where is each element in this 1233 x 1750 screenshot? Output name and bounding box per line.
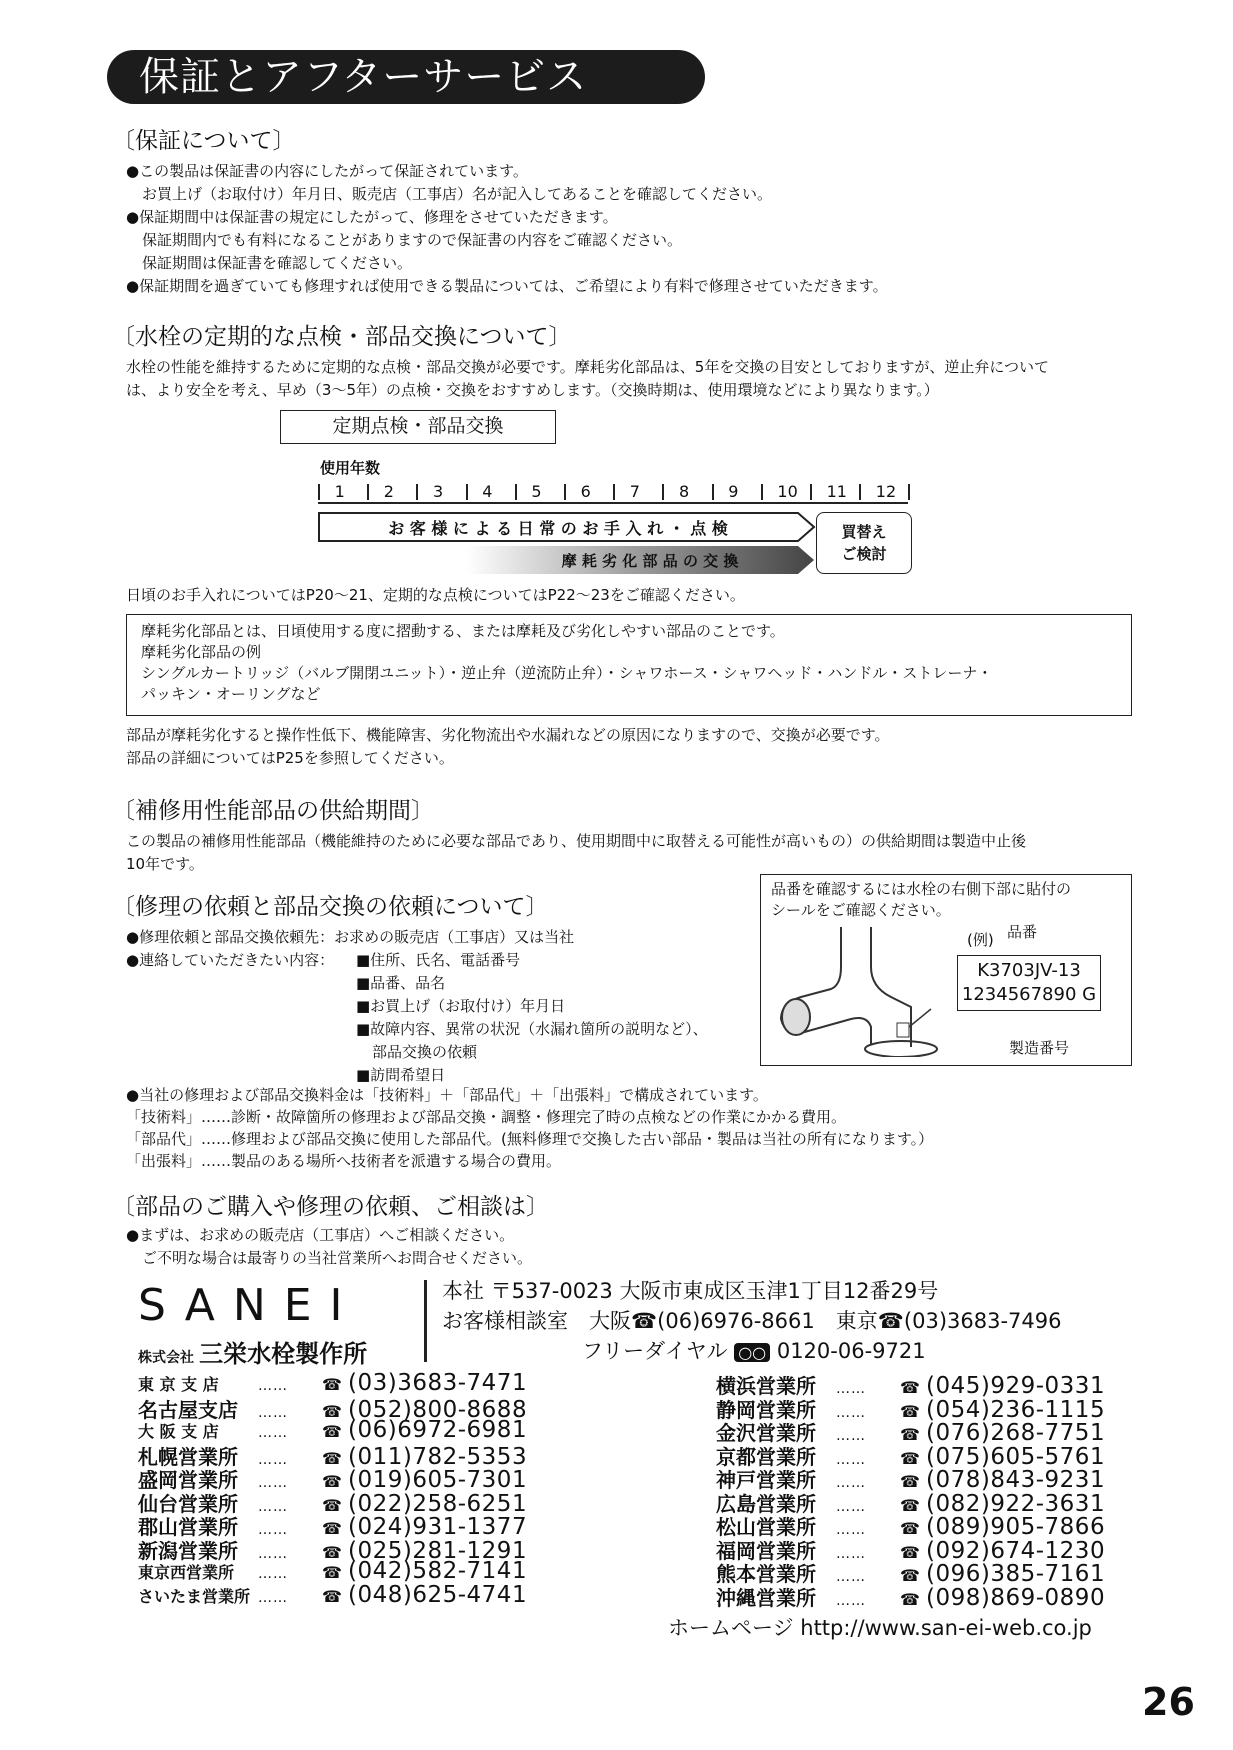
leader-dots: ……: [836, 1451, 866, 1468]
year-label: 5: [531, 482, 542, 501]
year-label: 11: [826, 482, 847, 501]
branch-row: [716, 1582, 1106, 1611]
phone-icon: ☎: [322, 1448, 342, 1468]
branch-row: [138, 1370, 527, 1394]
branch-row: [138, 1558, 527, 1582]
branches-right: [716, 1370, 1106, 1611]
branch-name: 横浜営業所: [716, 1374, 816, 1398]
care-note: 日頃のお手入れについてはP20～21、定期的な点検についてはP22～23をご確認ください。: [126, 586, 745, 604]
page-title: 保証とアフターサービス: [107, 50, 705, 104]
phone-icon: ☎: [322, 1375, 342, 1394]
years-label: 使用年数: [320, 459, 381, 477]
buy-replace-box: 買替え ご検討: [816, 512, 912, 574]
warranty-heading: 〔保証について〕: [112, 128, 296, 154]
branch-phone: (019)605-7301: [348, 1467, 528, 1493]
care-bar-label: お 客 様 に よ る 日 常 の お 手 入 れ ・ 点 検: [388, 519, 728, 538]
branch-name: 沖縄営業所: [716, 1585, 816, 1610]
leader-dots: ……: [836, 1545, 866, 1562]
year-tick: [416, 484, 418, 500]
leader-dots: ……: [258, 1475, 288, 1491]
year-tick: [367, 484, 369, 500]
year-label: 1: [334, 482, 345, 501]
replace-bar-label: 摩 耗 劣 化 部 品 の 交 換: [561, 552, 739, 570]
leader-dots: ……: [258, 1498, 288, 1515]
year-tick: [712, 484, 714, 500]
year-tick: [613, 484, 615, 500]
wear-parts-box: 摩耗劣化部品とは、日頃使用する度に摺動する、または摩耗及び劣化しやすい部品のことです。 摩耗劣化部品の例 シングルカートリッジ（バルブ開閉ユニット）・逆止弁（逆流防止弁）・シャワホース・シャワヘッド・ハンドル・ストレーナ・ パッキン・オーリングなど: [126, 614, 1132, 716]
warranty-text: ●この製品は保証書の内容にしたがって保証されています。 お買上げ（お取付け）年月日、販売店（工事店）名が記入してあることを確認してください。 ●保証期間中は保証書の規定にしたがって、修理をさせていただきます。 保証期間内でも有料になることがありますので保証書の内容をご確認ください。 保証期間は保証書を確認してください。 ●保証期間を過ぎていても修理すれば使用できる製品については、ご希望により有料で修理させていただきます。: [126, 162, 888, 295]
branch-phone: (082)922-3631: [926, 1490, 1106, 1517]
branch-row: [138, 1511, 528, 1540]
year-tick: [564, 484, 566, 500]
branch-row: [716, 1464, 1106, 1493]
label-illustration-box: 品番を確認するには水栓の右側下部に貼付の シールをご確認ください。 (例) 品番 K3703JV-13 1234567890 G 製造番号: [760, 874, 1132, 1066]
branch-phone: (042)582-7141: [348, 1558, 528, 1584]
branch-row: [138, 1582, 527, 1606]
year-label: 7: [629, 482, 640, 501]
branch-name: 広島営業所: [716, 1491, 816, 1516]
leader-dots: ……: [836, 1498, 866, 1515]
branch-name: 熊本営業所: [716, 1562, 816, 1586]
branch-row: [138, 1417, 527, 1441]
phone-icon: ☎: [900, 1542, 920, 1562]
branch-phone: (03)3683-7471: [348, 1370, 528, 1396]
year-label: 6: [580, 482, 591, 501]
supply-text: この製品の補修用性能部品（機能維持のために必要な部品であり、使用期間中に取替える可能性が高いもの）の供給期間は製造中止後 10年です。: [126, 832, 1027, 873]
branch-phone: (06)6972-6981: [348, 1417, 528, 1443]
leader-dots: ……: [836, 1475, 866, 1491]
leader-dots: ……: [258, 1566, 288, 1582]
year-label: 4: [482, 482, 493, 501]
branch-name: 福岡営業所: [716, 1538, 816, 1563]
phone-icon: ☎: [900, 1378, 920, 1397]
branch-row: [138, 1488, 528, 1517]
seal-label: K3703JV-13 1234567890 G: [957, 955, 1101, 1011]
leader-dots: ……: [836, 1522, 866, 1538]
repair-heading: 〔修理の依頼と部品交換の依頼について〕: [112, 894, 549, 920]
homepage-url[interactable]: ホームページ http://www.san-ei-web.co.jp: [668, 1616, 1092, 1640]
phone-icon: ☎: [322, 1401, 342, 1421]
branch-row: [138, 1441, 528, 1470]
fee-text: ●当社の修理および部品交換料金は「技術料」＋「部品代」＋「出張料」で構成されています。 「技術料」……診断・故障箇所の修理および部品交換・調整・修理完了時の点検などの作業にかかる費用。 「部品代」……修理および部品交換に使用した部品代。(無料修理で交換した古い部品・製品は当社の所有になります。） 「出張料」……製品のある場所へ技術者を派遣する場合の費用。: [126, 1086, 934, 1170]
year-tick: [810, 484, 812, 500]
leader-dots: ……: [258, 1589, 288, 1606]
branch-phone: (048)625-4741: [348, 1581, 528, 1608]
branch-phone: (075)605-5761: [926, 1443, 1106, 1470]
inspection-text: 水栓の性能を維持するために定期的な点検・部品交換が必要です。摩耗劣化部品は、5年を交換の目安としておりますが、逆止弁について は、より安全を考え、早め（3～5年）の点検・交換をおすすめします。（交換時期は、使用環境などにより異なります。）: [126, 358, 1050, 399]
company-contact: 本社 〒537-0023 大阪市東成区玉津1丁目12番29号 お客様相談室 大阪☎(06)6976-8661 東京☎(03)3683-7496 フリーダイヤル ○○ 0120-06-9721: [442, 1279, 1062, 1363]
leader-dots: ……: [258, 1451, 288, 1468]
repair-info-label: ●連絡していただきたい内容：: [126, 951, 335, 969]
purchase-heading: 〔部品のご購入や修理の依頼、ご相談は〕: [112, 1194, 549, 1220]
supply-heading: 〔補修用性能部品の供給期間〕: [112, 798, 434, 824]
branch-phone: (096)385-7161: [926, 1561, 1106, 1587]
phone-icon: ☎: [322, 1563, 342, 1582]
sanei-logo: SANEI: [138, 1280, 361, 1331]
leader-dots: ……: [258, 1378, 288, 1394]
year-label: 8: [679, 482, 690, 501]
page-number: 26: [1142, 1680, 1195, 1724]
branch-name: 松山営業所: [716, 1515, 816, 1539]
phone-icon: ☎: [322, 1472, 342, 1491]
year-tick: [466, 484, 468, 500]
branch-name: 新潟営業所: [138, 1538, 238, 1563]
branch-row: [716, 1558, 1106, 1587]
branch-name: 名古屋支店: [138, 1397, 238, 1422]
branch-name: 盛岡営業所: [138, 1468, 238, 1492]
phone-icon: ☎: [900, 1495, 920, 1515]
phone-icon: ☎: [900, 1425, 920, 1444]
phone-icon: ☎: [322, 1422, 342, 1441]
branch-row: [716, 1511, 1106, 1540]
leader-dots: ……: [836, 1381, 866, 1397]
leader-dots: ……: [258, 1522, 288, 1538]
part-number-label: 品番: [1007, 923, 1038, 941]
repair-contact: ●修理依頼と部品交換依頼先：お求めの販売店（工事店）又は当社: [126, 928, 575, 946]
year-timeline: [318, 484, 908, 504]
branch-row: [138, 1464, 528, 1493]
inspection-heading: 〔水栓の定期的な点検・部品交換について〕: [112, 324, 572, 350]
branch-phone: (092)674-1230: [926, 1537, 1106, 1564]
branch-row: [716, 1394, 1106, 1423]
branch-name: 仙台営業所: [138, 1491, 238, 1516]
branch-phone: (076)268-7751: [926, 1420, 1106, 1446]
leader-dots: ……: [258, 1425, 288, 1441]
branch-phone: (098)869-0890: [926, 1584, 1106, 1611]
leader-dots: ……: [836, 1569, 866, 1585]
branch-phone: (024)931-1377: [348, 1514, 528, 1540]
phone-icon: ☎: [322, 1519, 342, 1538]
year-label: 10: [777, 482, 798, 501]
branch-row: [716, 1441, 1106, 1470]
branch-name: 神戸営業所: [716, 1468, 816, 1492]
leader-dots: ……: [258, 1545, 288, 1562]
phone-icon: ☎: [900, 1448, 920, 1468]
branch-row: [716, 1417, 1106, 1446]
branch-name: 大 阪 支 店: [138, 1422, 219, 1441]
phone-icon: ☎: [900, 1589, 920, 1609]
branch-name: 静岡営業所: [716, 1397, 816, 1422]
diagram-title: 定期点検・部品交換: [280, 410, 556, 444]
phone-icon: ☎: [322, 1495, 342, 1515]
branch-name: 東 京 支 店: [138, 1375, 219, 1394]
branch-phone: (025)281-1291: [348, 1537, 528, 1564]
branch-row: [716, 1370, 1106, 1399]
phone-icon: ☎: [900, 1401, 920, 1421]
leader-dots: ……: [836, 1404, 866, 1421]
branch-name: さいたま営業所: [138, 1586, 251, 1606]
branch-phone: (052)800-8688: [348, 1396, 528, 1423]
branch-phone: (011)782-5353: [348, 1443, 528, 1470]
branches-left: [138, 1370, 528, 1608]
year-tick: [515, 484, 517, 500]
branch-row: [138, 1394, 528, 1423]
year-label: 9: [728, 482, 739, 501]
year-tick: [662, 484, 664, 500]
phone-icon: ☎: [900, 1566, 920, 1585]
branch-name: 東京西営業所: [138, 1563, 235, 1582]
branch-row: [138, 1535, 528, 1564]
company-divider: [424, 1280, 427, 1362]
year-label: 12: [875, 482, 897, 501]
phone-icon: ☎: [322, 1586, 342, 1606]
purchase-text: ●まずは、お求めの販売店（工事店）へご相談ください。 ご不明な場合は最寄りの当社営業所へお問合せください。: [126, 1226, 533, 1267]
branch-phone: (089)905-7866: [926, 1514, 1106, 1540]
company-name: 株式会社 三栄水栓製作所: [138, 1340, 368, 1368]
year-tick: [908, 484, 910, 500]
faucet-illustration: [771, 927, 971, 1057]
branch-row: [716, 1535, 1106, 1564]
branch-name: 郡山営業所: [138, 1515, 238, 1539]
branch-name: 京都営業所: [716, 1444, 816, 1469]
branch-phone: (022)258-6251: [348, 1490, 528, 1517]
phone-icon: ☎: [900, 1472, 920, 1491]
branch-name: 金沢営業所: [716, 1421, 816, 1445]
leader-dots: ……: [836, 1428, 866, 1444]
year-tick: [859, 484, 861, 500]
phone-icon: ☎: [322, 1542, 342, 1562]
example-label: (例): [967, 931, 994, 949]
serial-label: 製造番号: [1009, 1039, 1070, 1057]
branch-phone: (054)236-1115: [926, 1396, 1106, 1423]
branch-name: 札幌営業所: [138, 1444, 238, 1469]
leader-dots: ……: [258, 1404, 288, 1421]
year-tick: [318, 484, 320, 500]
year-label: 2: [383, 482, 394, 501]
branch-phone: (078)843-9231: [926, 1467, 1106, 1493]
phone-icon: ☎: [900, 1519, 920, 1538]
repair-info-items: ■住所、氏名、電話番号 ■品番、品名 ■お買上げ（お取付け）年月日 ■故障内容、異常の状況（水漏れ箇所の説明など）、 部品交換の依頼 ■訪問希望日: [356, 951, 708, 1084]
leader-dots: ……: [836, 1592, 866, 1609]
year-tick: [761, 484, 763, 500]
branch-row: [716, 1488, 1106, 1517]
wear-note: 部品が摩耗劣化すると操作性低下、機能障害、劣化物流出や水漏れなどの原因になりますので、交換が必要です。 部品の詳細についてはP25を参照してください。: [126, 726, 890, 767]
branch-phone: (045)929-0331: [926, 1373, 1106, 1399]
year-label: 3: [433, 482, 444, 501]
